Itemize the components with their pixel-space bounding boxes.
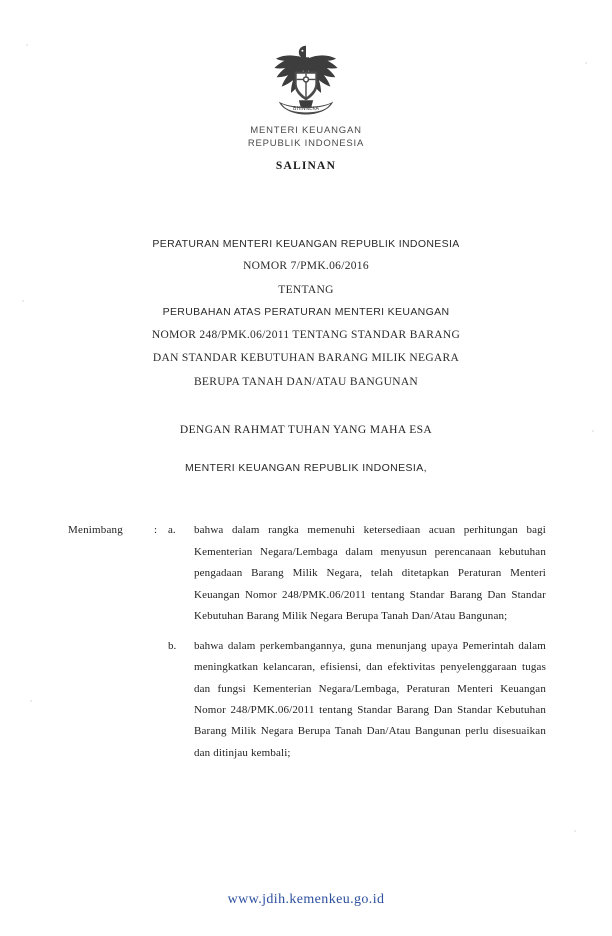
clause-text: bahwa dalam perkembangannya, guna menunjang upaya Pemerintah dalam meningkatkan kelancaran, efisiensi, dan efektivitas penyelenggaraan tugas dan fungsi Kementerian Negara/Lembaga, Peraturan Menteri Keuangan Nomor 248/PMK.06/2011 tentang Standar Barang Dan Standar Kebutuhan Barang Milik Negara Berupa Tanah Dan/Atau Bangunan perlu disesuaikan dan ditinjau kembali; (194, 639, 546, 759)
scan-speck (30, 700, 32, 702)
svg-text:BHINNEKA: BHINNEKA (293, 106, 319, 113)
considering-clause-list (168, 520, 546, 766)
copy-mark: SALINAN (275, 159, 337, 172)
title-line-tentang: TENTANG (278, 283, 334, 296)
scan-speck (574, 830, 576, 832)
considering-colon: : (154, 524, 158, 537)
list-item (168, 636, 546, 765)
considering-section (0, 520, 612, 766)
title-line-1: PERATURAN MENTERI KEUANGAN REPUBLIK INDONESIA (152, 237, 460, 250)
title-line-4: PERUBAHAN ATAS PERATURAN MENTERI KEUANGAN (162, 306, 450, 319)
ministry-line-2: REPUBLIK INDONESIA (247, 137, 365, 149)
title-line-5: NOMOR 248/PMK.06/2011 TENTANG STANDAR BARANG (151, 328, 461, 341)
clause-text: bahwa dalam rangka memenuhi ketersediaan acuan perhitungan bagi Kementerian Negara/Lembaga dalam menyusun perencanaan kebutuhan pengadaan Barang Milik Negara, telah ditetapkan Peraturan Menteri Keuangan Nomor 248/PMK.06/2011 tentang Standar Barang Dan Standar Kebutuhan Barang Milik Negara Berupa Tanah Dan/Atau Bangunan; (194, 524, 546, 623)
jdih-website-link[interactable]: www.jdih.kemenkeu.go.id (227, 892, 385, 907)
considering-label: Menimbang (68, 524, 123, 537)
regulation-title-block (0, 234, 612, 395)
clause-marker: b. (168, 639, 177, 652)
scan-speck (592, 430, 594, 432)
preamble-text: DENGAN RAHMAT TUHAN YANG MAHA ESA (179, 424, 433, 437)
ministry-heading (0, 125, 612, 151)
scan-speck (26, 44, 28, 46)
clause-marker: a. (168, 524, 176, 537)
list-item (168, 520, 546, 627)
scan-speck (585, 62, 587, 64)
emblem-container (0, 0, 612, 121)
title-line-number: NOMOR 7/PMK.06/2016 (243, 260, 369, 273)
title-line-7: BERUPA TANAH DAN/ATAU BANGUNAN (193, 375, 419, 388)
title-line-6: DAN STANDAR KEBUTUHAN BARANG MILIK NEGARA (152, 352, 460, 365)
ministry-line-1: MENTERI KEUANGAN (250, 125, 362, 136)
garuda-pancasila-emblem-icon (263, 40, 349, 116)
scan-speck (22, 300, 24, 302)
issuing-authority: MENTERI KEUANGAN REPUBLIK INDONESIA, (185, 462, 427, 475)
page-footer (0, 890, 612, 908)
